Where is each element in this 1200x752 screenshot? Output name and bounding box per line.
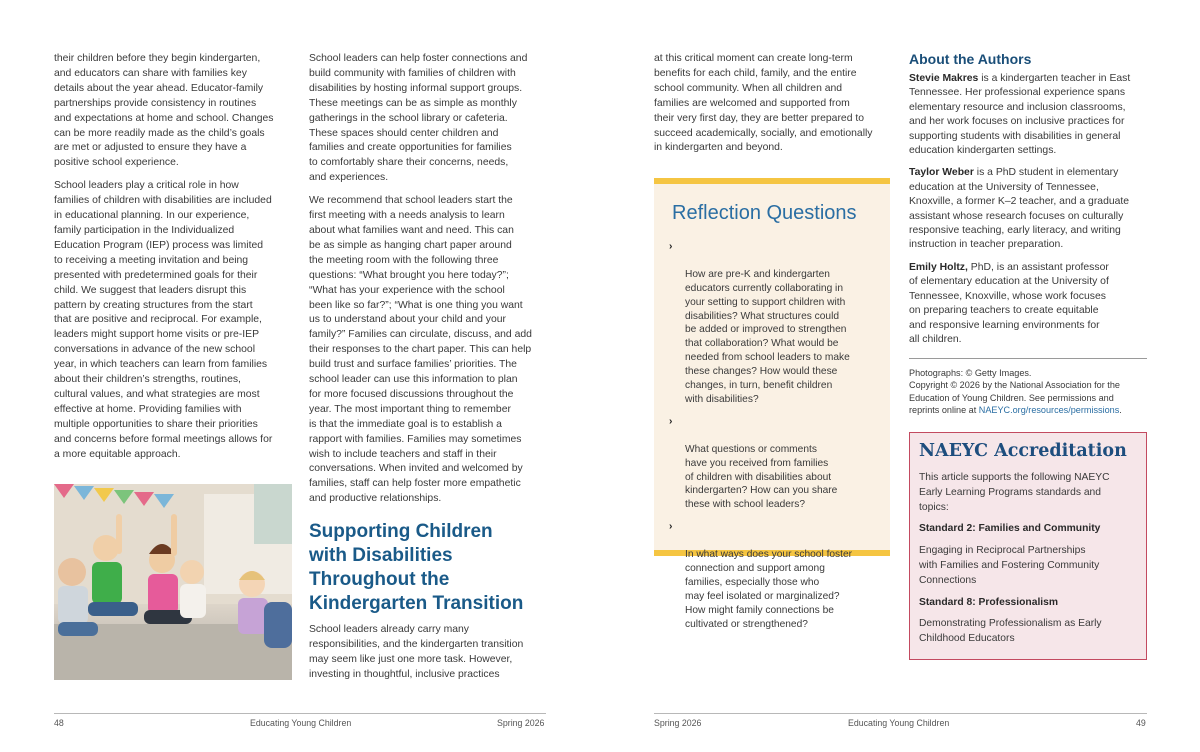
author-name: Taylor Weber	[909, 167, 974, 179]
credits	[909, 367, 1149, 417]
author-bio	[909, 72, 1149, 158]
body-paragraph: We recommend that school leaders start the first meeting with a needs analysis to learn about what families want and need. This can be as simple as hanging chart paper around the meeting room with the following three questions: “What brought you here today?”; “What has your experience with the school been like so far?”; “What is one thing you want us to understand about your child and your family?” Families can circulate, discuss, and add their responses to the chart paper. This can help build trust and surface families’ priorities. The school leader can use this information to plan for more focused discussions throughout the year. The most important thing to remember is that the immediate goal is to establish a rapport with families. Families may sometimes wish to include teachers and staff in their conversations. When invited and welcomed by families, staff can help foster more empathetic and productive relationships.	[309, 195, 532, 505]
reflection-question	[668, 415, 878, 512]
author-bio	[909, 261, 1149, 347]
reflection-question-text: How are pre-K and kindergarten educators currently collaborating in your setting to support children with disabilities? What structures could be added or improved to strengthen that collaboration? What would be needed from school leaders to make these changes? How would these changes, in turn, benefit children with disabilities?	[685, 268, 850, 405]
chevron-right-icon: ›	[669, 415, 673, 427]
standard-name: Standard 2: Families and Community	[919, 523, 1101, 535]
body-paragraph: their children before they begin kindergarten, and educators can share with families key details about the year ahead. Educator-family partnerships provide consistency in routines and expectations at home and school. Changes can be more readily made as the child’s goals are met or adjusted to ensure they have a positive school experience.	[54, 53, 274, 169]
accreditation-intro: This article supports the following NAEYC Early Learning Programs standards and topics:	[919, 472, 1110, 513]
author-name: Stevie Makres	[909, 73, 979, 84]
chevron-right-icon: ›	[669, 241, 673, 252]
reflection-list	[668, 240, 878, 639]
standard-name: Standard 8: Professionalism	[919, 596, 1059, 608]
authors-list	[909, 72, 1149, 355]
reflection-question	[668, 240, 878, 407]
author-bio-text: is a kindergarten teacher in East Tennessee. Her professional experience spans elementary resource and inclusion classrooms, and her work focuses on inclusive practices for supporting students with disabilities in general education kindergarten settings.	[909, 73, 1131, 157]
reflection-question-text: In what ways does your school foster connection and support among families, especially those who may feel isolated or marginalized? How might family connections be cultivated or strengthened?	[685, 549, 853, 630]
footer-publication-left: Educating Young Children	[250, 718, 352, 728]
accreditation-body	[919, 471, 1139, 654]
footer-issue-left: Spring 2026	[497, 718, 545, 728]
body-paragraph: School leaders can help foster connections and build community with families of children with disabilities by hosting informal support groups. These meetings can be as simple as monthly gatherings in the school library or cafeteria. These spaces should center children and families and create opportunities for families to comfortably share their concerns, needs, and experiences.	[309, 53, 528, 184]
photo-credit: Photographs: © Getty Images.	[909, 368, 1032, 378]
body-paragraph: School leaders already carry many responsibilities, and the kindergarten transition may seem like just one more task. However, investing in thoughtful, inclusive practices	[309, 624, 524, 680]
reflection-title: Reflection Questions	[672, 202, 857, 224]
right-column-1	[654, 52, 894, 164]
left-column-2	[309, 52, 549, 515]
left-column-1	[54, 52, 294, 470]
footer-issue-right: Spring 2026	[654, 718, 702, 728]
body-paragraph: at this critical moment can create long-term benefits for each child, family, and the entire school community. When all children and families are welcomed and supported from their very first day, they are better prepared to succeed academically, socially, and emotionally in kindergarten and beyond.	[654, 53, 873, 154]
author-name: Emily Holtz,	[909, 261, 968, 273]
reflection-question	[668, 520, 878, 631]
footer-rule-left	[54, 713, 546, 714]
chevron-right-icon: ›	[669, 521, 673, 533]
footer-rule-right	[654, 713, 1147, 714]
classroom-photo	[54, 484, 292, 680]
author-bio	[909, 166, 1149, 252]
accreditation-box	[909, 432, 1147, 660]
authors-heading: About the Authors	[909, 51, 1032, 67]
standard-topic: Demonstrating Professionalism as Early Childhood Educators	[919, 618, 1102, 645]
standard-topic: Engaging in Reciprocal Partnerships with Families and Fostering Community Connections	[919, 545, 1100, 586]
reflection-questions-box	[654, 178, 890, 630]
reflection-question-text: What questions or comments have you received from families of children with disabilities about kindergarten? How can you share these with school leaders?	[685, 443, 838, 511]
page-number-left: 48	[54, 718, 64, 728]
section-heading: Supporting Children with Disabilities Throughout the Kindergarten Transition	[309, 521, 524, 614]
body-paragraph: School leaders play a critical role in how families of children with disabilities are included in educational planning. In our experience, family participation in the Individualized Education Program (IEP) process was limited to receiving a meeting invitation and being presented with predetermined goals for their child. We suggest that leaders disrupt this pattern by creating structures from the start that are positive and reciprocal. For example, leaders might support home visits or pre-IEP conversations in advance of the new school year, in which teachers can learn from families about their children’s strengths, routines, cultural values, and what strategies are most effective at home. Providing families with multiple opportunities to share their priorities and concerns before formal meetings allows for a more equitable approach.	[54, 180, 273, 460]
author-bio-text: PhD, is an assistant professor of elementary education at the University of Tennessee, Knoxville, whose work focuses on preparing teachers to create equitable and responsive learning environments for all children.	[909, 261, 1109, 345]
left-column-2-continued	[309, 623, 549, 691]
copyright-notice	[909, 379, 1149, 416]
copyright-suffix: .	[1119, 405, 1122, 416]
page-number-right: 49	[1136, 718, 1146, 728]
accreditation-title: NAEYC Accreditation	[919, 441, 1127, 461]
credits-divider	[909, 358, 1147, 359]
permissions-link[interactable]: NAEYC.org/resources/permissions	[978, 405, 1120, 416]
footer-publication-right: Educating Young Children	[848, 718, 950, 728]
author-bio-text: is a PhD student in elementary education at the University of Tennessee, Knoxville, a former K–2 teacher, and a graduate assistant whose research focuses on culturally responsive teaching, early literacy, and writing instruction in teacher preparation.	[909, 167, 1130, 251]
copyright-text: Copyright © 2026 by the National Association for the Education of Young Children. See permissions and reprints online at	[909, 380, 1120, 416]
